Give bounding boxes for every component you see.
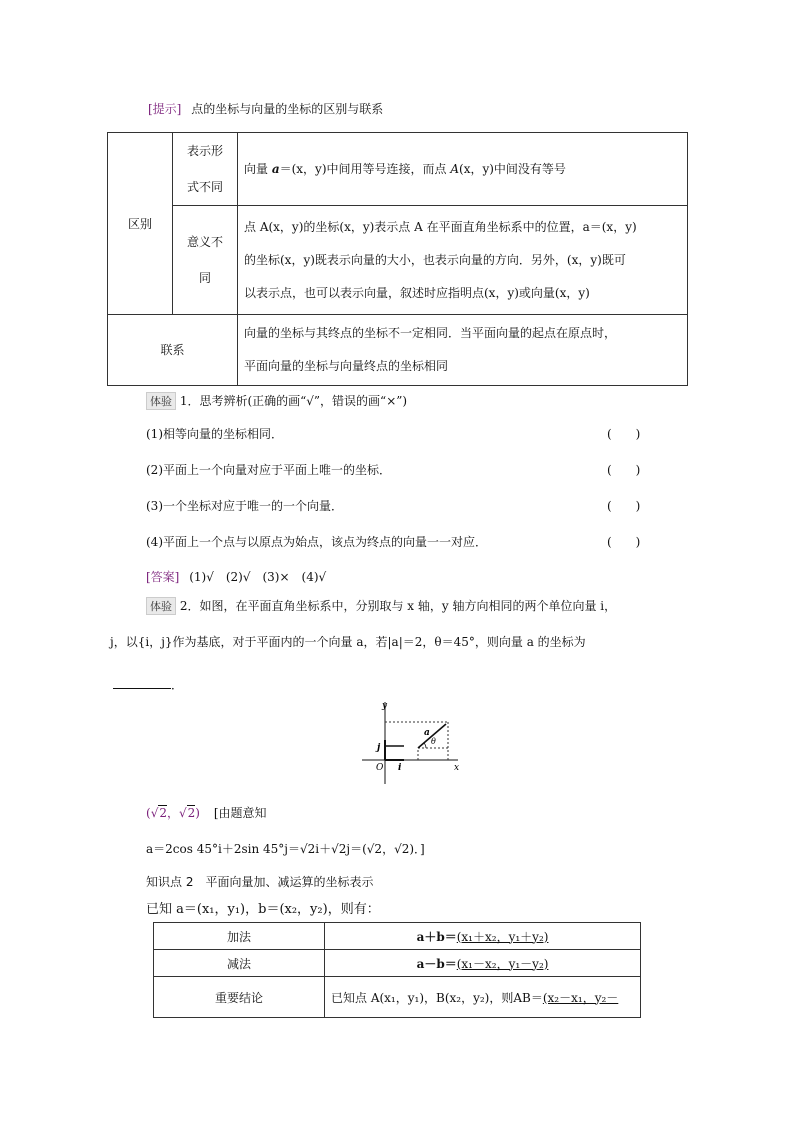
fig-j-label: j [377,743,381,753]
coordinate-figure [358,698,468,788]
fig-origin-label: O [376,763,384,773]
add-val: (x₁＋x₂，y₁＋y₂) [456,929,549,944]
form-text-end: (x，y)中间没有等号 [459,161,566,176]
exp1-paren-3: ( ) [607,499,641,513]
kp2-title: 知识点 2 平面向量加、减运算的坐标表示 [146,875,374,889]
meaning-label-cell [173,206,238,315]
hint-heading [148,100,383,117]
exp1-answer [146,568,326,585]
form-text-mid: ＝(x，y)中间用等号连接，而点 [279,161,451,176]
ans-root-2: 2 [187,806,196,820]
blank-end: ． [171,678,184,692]
angle-arc [424,743,426,748]
add-label: 加法 [154,923,325,950]
ans-sep: ， [166,806,179,820]
relation-cell: 联系 [108,315,238,386]
exp1-item-1: (1)相等向量的坐标相同． [146,427,283,441]
operation-table [153,922,641,1018]
fig-a-label: a [424,728,430,738]
exp1-paren-1: ( ) [607,427,641,441]
exp1-title: 1．思考辨析(正确的画“√”，错误的画“×”) [179,394,408,408]
fig-x-label: x [454,763,460,773]
exp2-blank [113,676,183,693]
exp2-calc: a＝2cos 45°i＋2sin 45°j＝√2i＋√2j＝(√2，√2)．] [146,842,425,856]
relation-line1: 向量的坐标与其终点的坐标不一定相同．当平面向量的起点在原点时， [244,326,617,340]
meaning-label-line1: 意义不 [186,235,223,249]
exp2-line1: 2．如图，在平面直角坐标系中，分别取与 x 轴，y 轴方向相同的两个单位向量 i， [179,599,617,613]
sub-val: (x₁－x₂，y₁－y₂) [456,956,549,971]
exp2-tag: 体验 [146,597,176,615]
meaning-line2: 的坐标(x，y)既表示向量的大小，也表示向量的方向．另外，(x，y)既可 [244,252,626,267]
ans-open: ( [146,806,151,820]
ans-note: [由题意知 [213,806,267,820]
exp1-heading [146,392,407,410]
form-point: A [450,161,460,176]
exp1-item-3: (3)一个坐标对应于唯一的一个向量． [146,499,343,513]
exp2-answer [146,804,267,821]
answer-text: (1)√ (2)√ (3)× (4)√ [189,570,327,584]
exp1-paren-4: ( ) [607,535,641,549]
hint-tag: [提示] [148,102,182,116]
exp1-item-4: (4)平面上一个点与以原点为始点，该点为终点的向量一一对应． [146,535,488,549]
exp2-line2: j，以{i，j}作为基底，对于平面内的一个向量 a，若|a|＝2，θ＝45°，则向量 a 的坐标为 [110,635,586,649]
conclusion-label: 重要结论 [154,977,325,1018]
sub-label: 减法 [154,950,325,977]
conclusion-val: (x₂－x₁，y₂－ [542,990,619,1005]
form-text-pre: 向量 [244,161,272,176]
form-label-line2: 式不同 [186,180,223,194]
meaning-text-cell [238,206,688,315]
relation-line2: 平面向量的坐标与向量终点的坐标相同 [244,359,449,373]
conclusion-pre: 已知点 A(x₁，y₁)，B(x₂，y₂)，则AB＝ [331,990,543,1005]
sub-pre: a－b＝ [416,956,457,971]
ans-root-1: 2 [159,806,167,820]
fig-theta-label: θ [431,737,436,746]
add-pre: a＋b＝ [416,929,457,944]
conclusion-value [325,977,641,1018]
fig-y-label: y [382,701,388,711]
form-label-line1: 表示形 [186,144,223,158]
meaning-label-line2: 同 [198,271,211,285]
answer-blank [113,688,171,689]
fig-i-label: i [398,763,402,773]
comparison-table [107,132,688,386]
answer-tag: [答案] [146,570,180,584]
meaning-line1: 点 A(x，y)的坐标(x，y)表示点 A 在平面直角坐标系中的位置，a＝(x，y) [244,219,637,234]
exp2-heading [146,597,616,615]
form-vec: a [271,161,280,176]
ans-close: ) [195,806,200,820]
form-label-cell [173,133,238,206]
form-text-cell [238,133,688,206]
sub-value [325,950,641,977]
distinction-cell: 区别 [108,133,173,315]
add-value [325,923,641,950]
relation-text-cell [238,315,688,386]
hint-title: 点的坐标与向量的坐标的区别与联系 [191,102,384,116]
kp2-given: 已知 a＝(x₁，y₁)，b＝(x₂，y₂)，则有： [146,902,380,917]
exp1-item-2: (2)平面上一个向量对应于平面上唯一的坐标． [146,463,391,477]
answer-coord: (√2，√2) [146,806,200,820]
meaning-line3: 以表示点，也可以表示向量，叙述时应指明点(x，y)或向量(x，y) [244,285,590,300]
exp1-paren-2: ( ) [607,463,641,477]
exp1-tag: 体验 [146,392,176,410]
